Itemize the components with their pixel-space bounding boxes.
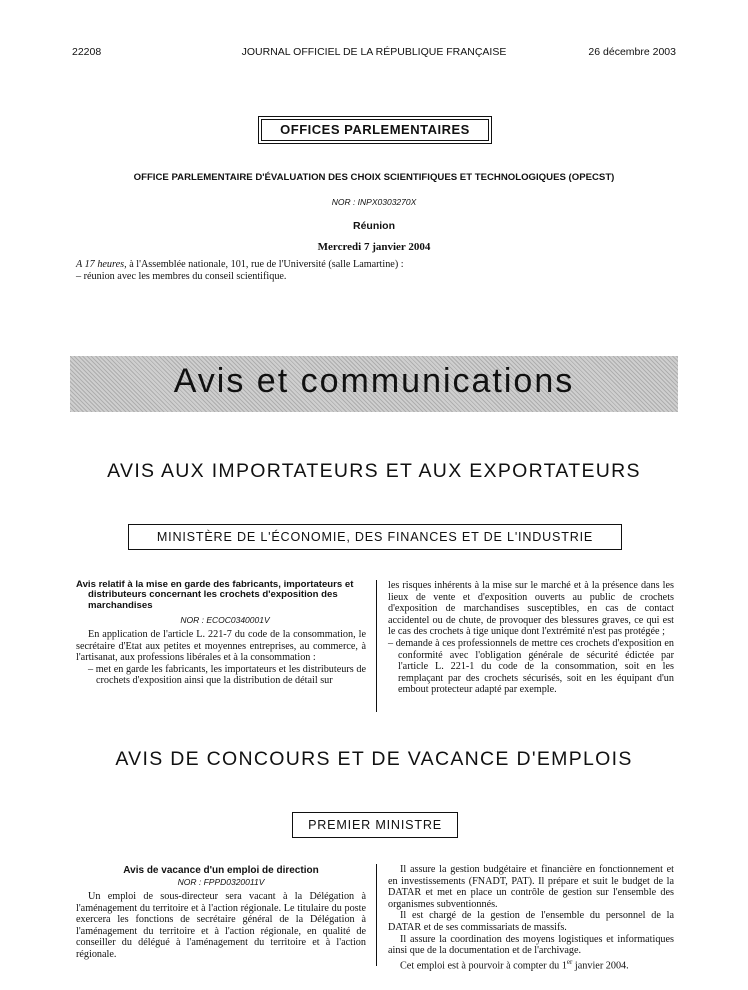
importers-bullet-1-continued: les risques inhérents à la mise sur le marché et à la présence dans les lieux de vente et d'exposition ouverts au public de crochets d'exposition de marchandises susceptibles, en cas de contact accidentel ou de chute, de provoquer des blessures graves, ce qui est le cas des crochets à tige unique dont l'extrémité n'est pas protégée ; xyxy=(388,580,674,638)
concours-ministry-box xyxy=(292,812,458,838)
importers-ministry: MINISTÈRE DE L'ÉCONOMIE, DES FINANCES ET DE L'INDUSTRIE xyxy=(156,530,594,544)
avis-banner xyxy=(70,356,678,412)
meeting-title: Réunion xyxy=(353,220,395,232)
importers-heading: AVIS AUX IMPORTATEURS ET AUX EXPORTATEURS xyxy=(107,460,641,482)
meeting-location: à l'Assemblée nationale, 101, rue de l'Université (salle Lamartine) : xyxy=(126,259,404,270)
journal-title: JOURNAL OFFICIEL DE LA RÉPUBLIQUE FRANÇAISE xyxy=(241,46,507,58)
concours-column-right xyxy=(388,864,674,972)
concours-paragraph-4: Il assure la coordination des moyens logistiques et informatiques ainsi que de la documentation et de l'archivage. xyxy=(388,933,674,957)
meeting-date: Mercredi 7 janvier 2004 xyxy=(317,241,431,253)
offices-section-title: OFFICES PARLEMENTAIRES xyxy=(261,119,489,141)
meeting-details xyxy=(76,259,676,283)
office-name: OFFICE PARLEMENTAIRE D'ÉVALUATION DES CHOIX SCIENTIFIQUES ET TECHNOLOGIQUES (OPECST) xyxy=(133,172,615,183)
running-header xyxy=(72,46,676,60)
offices-section-box xyxy=(258,116,492,144)
importers-column-divider xyxy=(376,580,377,712)
concours-paragraph-3: Il est chargé de la gestion de l'ensemble du personnel de la DATAR et de ses commissariats de massifs. xyxy=(388,910,674,933)
importers-paragraph-1: En application de l'article L. 221-7 du code de la consommation, le secrétaire d'Etat aux petites et moyennes entreprises, au commerce, à l'artisanat, aux professions libérales et à la consommation : xyxy=(76,629,366,664)
importers-notice-title: Avis relatif à la mise en garde des fabricants, importateurs et distributeurs concernant les crochets d'exposition des marchandises xyxy=(76,579,354,611)
banner-title: Avis et communications xyxy=(173,362,575,400)
concours-nor: NOR : FPPD0320011V xyxy=(177,877,265,887)
importers-bullet-2: – demande à ces professionnels de mettre ces crochets d'exposition en conformité avec l'obligation générale de sécurité édictée par l'article L. 221-1 du code de la consommation, soit en les remplaçant par des crochets sécurisés, soit en les équipant d'un embout protecteur adapté par exemple. xyxy=(388,637,674,696)
concours-paragraph-1: Un emploi de sous-directeur sera vacant à la Délégation à l'aménagement du territoire et à l'action régionale. Le titulaire du poste exercera les fonctions de secrétaire général de la Délégation à l'aménagement du territoire et à l'action régionale, en qualité de conseiller du délégué à l'aménagement du territoire et à l'action régionale. xyxy=(76,891,366,960)
importers-nor: NOR : ECOC0340001V xyxy=(180,615,270,625)
meeting-line-1 xyxy=(76,259,676,271)
concours-paragraph-2: Il assure la gestion budgétaire et financière en fonctionnement et en investissements (FNADT, PAT). Il prépare et suit le budget de la DATAR et met en place un contrôle de gestion sur l'ensemble des organismes subventionnés. xyxy=(388,864,674,910)
concours-ministry: PREMIER MINISTRE xyxy=(308,818,442,832)
offices-nor: NOR : INPX0303270X xyxy=(331,197,417,207)
concours-notice-title: Avis de vacance d'un emploi de direction xyxy=(123,865,319,876)
importers-bullet-1: – met en garde les fabricants, les importateurs et les distributeurs de crochets d'exposition ainsi que la distribution de détail sur xyxy=(88,663,366,687)
meeting-time: A 17 heures, xyxy=(76,259,127,270)
concours-column-divider xyxy=(376,864,377,966)
page-number: 22208 xyxy=(72,46,102,58)
importers-ministry-box xyxy=(128,524,622,550)
concours-paragraph-5 xyxy=(388,957,674,972)
concours-para5-end: janvier 2004. xyxy=(572,960,629,972)
issue-date: 26 décembre 2003 xyxy=(588,46,676,58)
meeting-line-2: – réunion avec les membres du conseil scientifique. xyxy=(76,271,287,282)
importers-column-right xyxy=(388,580,674,696)
concours-column-left xyxy=(76,891,366,961)
concours-para5-sup: er xyxy=(566,957,573,966)
importers-column-left xyxy=(76,629,366,687)
concours-para5-start: Cet emploi est à pourvoir à compter du 1 xyxy=(400,960,567,972)
concours-heading: AVIS DE CONCOURS ET DE VACANCE D'EMPLOIS xyxy=(115,748,633,770)
